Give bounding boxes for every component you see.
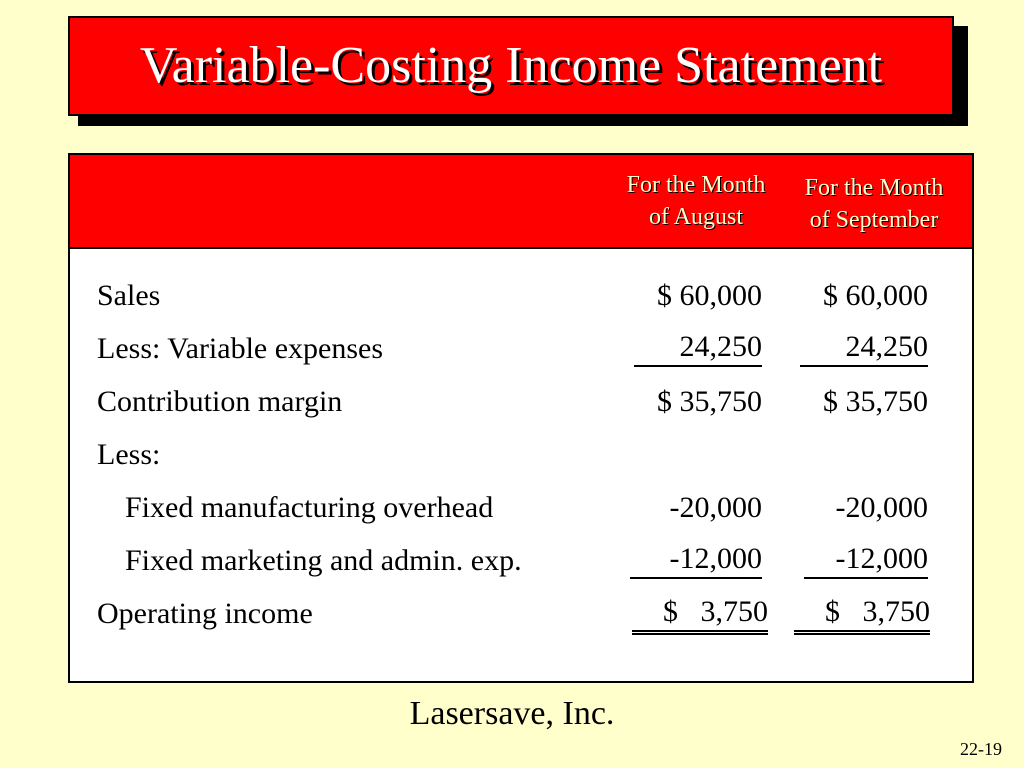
row-label: Less: Variable expenses bbox=[97, 332, 384, 365]
table-row-less bbox=[70, 435, 972, 475]
row-label: Operating income bbox=[97, 597, 313, 630]
column-header-september: For the Month of September bbox=[804, 175, 944, 233]
value-september: -12,000 bbox=[804, 541, 928, 579]
value-august: $ 35,750 bbox=[657, 385, 762, 418]
table-row-fixed-marketing-admin bbox=[70, 541, 972, 581]
table-row-contribution-margin bbox=[70, 382, 972, 422]
row-label: Sales bbox=[97, 279, 161, 312]
value-august: $ 3,750 bbox=[632, 594, 768, 635]
value-september: -20,000 bbox=[835, 491, 928, 524]
value-september: $ 3,750 bbox=[794, 594, 930, 635]
company-name: Lasersave, Inc. bbox=[409, 695, 615, 732]
income-statement-table bbox=[68, 153, 974, 683]
value-september: $ 35,750 bbox=[823, 385, 928, 418]
row-label: Less: bbox=[97, 438, 161, 471]
value-august: $ 60,000 bbox=[657, 279, 762, 312]
value-august: -12,000 bbox=[630, 541, 762, 579]
table-row-fixed-manufacturing bbox=[70, 488, 972, 528]
table-row-variable-expenses bbox=[70, 329, 972, 369]
value-august: -20,000 bbox=[669, 491, 762, 524]
slide-title: Variable-Costing Income Statement bbox=[139, 37, 883, 94]
slide-number: 22-19 bbox=[960, 739, 1002, 759]
table-row-sales bbox=[70, 276, 972, 316]
row-label: Fixed manufacturing overhead bbox=[125, 491, 494, 524]
value-august: 24,250 bbox=[634, 329, 762, 367]
table-row-operating-income bbox=[70, 594, 972, 634]
column-header-august: For the Month of August bbox=[626, 172, 766, 230]
value-september: 24,250 bbox=[800, 329, 928, 367]
row-label: Contribution margin bbox=[97, 385, 343, 418]
title-banner bbox=[68, 16, 954, 116]
row-label: Fixed marketing and admin. exp. bbox=[125, 544, 522, 577]
value-september: $ 60,000 bbox=[823, 279, 928, 312]
table-header bbox=[70, 155, 972, 249]
